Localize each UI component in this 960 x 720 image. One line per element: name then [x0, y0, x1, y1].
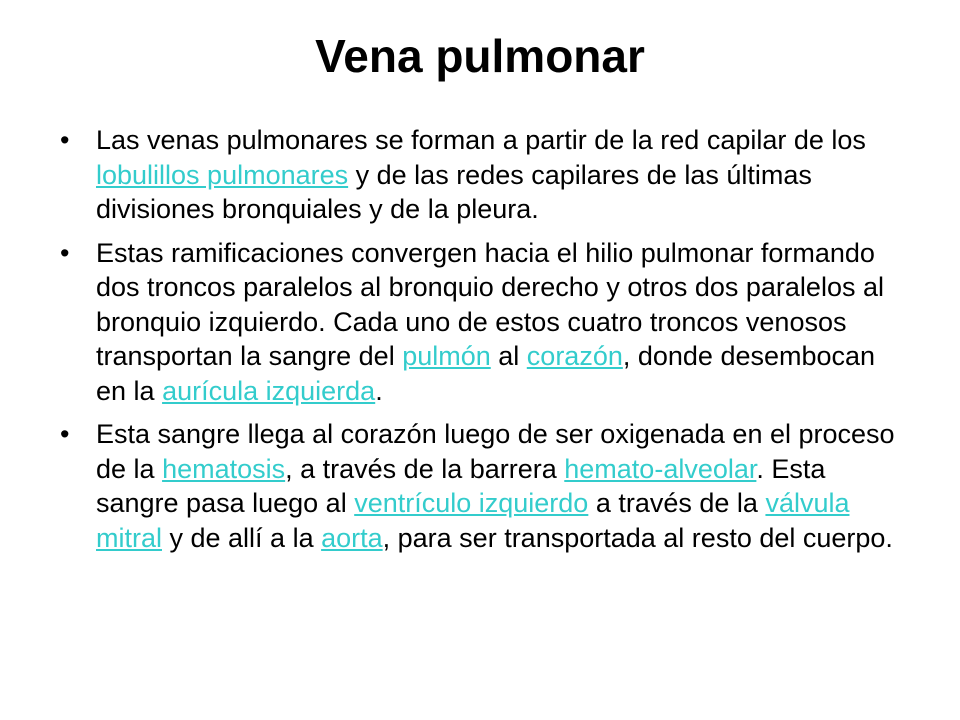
- bullet-text-segment: . Esta sangre pasa luego al: [96, 453, 826, 518]
- bullet-icon: •: [60, 237, 70, 268]
- bullet-text-segment: , donde desembocan en la: [96, 341, 876, 406]
- hyperlink[interactable]: aorta: [321, 522, 383, 553]
- bullet-text-segment: Las venas pulmonares se forman a partir de la red capilar de los: [96, 125, 866, 155]
- bullet-text-segment: al: [490, 341, 527, 371]
- bullet-text: [96, 125, 866, 224]
- bullet-item: [56, 236, 906, 409]
- slide-title: Vena pulmonar: [315, 30, 645, 82]
- bullet-icon: •: [60, 125, 70, 155]
- hyperlink[interactable]: hematosis: [162, 453, 286, 484]
- hyperlink[interactable]: pulmón: [402, 341, 491, 371]
- hyperlink[interactable]: hemato-alveolar: [564, 453, 757, 484]
- bullet-text-segment: y de allí a la: [162, 522, 322, 553]
- hyperlink[interactable]: ventrículo izquierdo: [354, 488, 589, 518]
- bullet-list: [56, 123, 906, 564]
- bullet-item: [56, 417, 906, 555]
- bullet-text-segment: , para ser transportada al resto del cuerpo.: [382, 522, 893, 553]
- bullet-icon: •: [60, 419, 70, 449]
- bullet-text-segment: .: [375, 375, 383, 406]
- bullet-text-segment: , a través de la barrera: [285, 453, 565, 484]
- bullet-text-segment: y de las redes capilares de las últimas divisiones bronquiales y de la pleura.: [96, 159, 812, 224]
- hyperlink[interactable]: lobulillos pulmonares: [96, 159, 349, 190]
- bullet-text-segment: a través de la: [588, 488, 766, 518]
- hyperlink[interactable]: válvula mitral: [96, 488, 850, 553]
- hyperlink[interactable]: aurícula izquierda: [162, 375, 376, 406]
- hyperlink[interactable]: corazón: [526, 341, 623, 371]
- bullet-text-segment: Estas ramificaciones convergen hacia el hilio pulmonar formando dos troncos paralelos al bronquio derecho y otros dos paralelos al bronquio izquierdo. Cada uno de estos cuatro troncos venosos transportan la sangre del: [96, 237, 884, 371]
- bullet-item: [56, 123, 906, 227]
- bullet-text-segment: Esta sangre llega al corazón luego de ser oxigenada en el proceso de la: [96, 419, 895, 484]
- bullet-text: [96, 238, 884, 406]
- bullet-text: [96, 419, 895, 553]
